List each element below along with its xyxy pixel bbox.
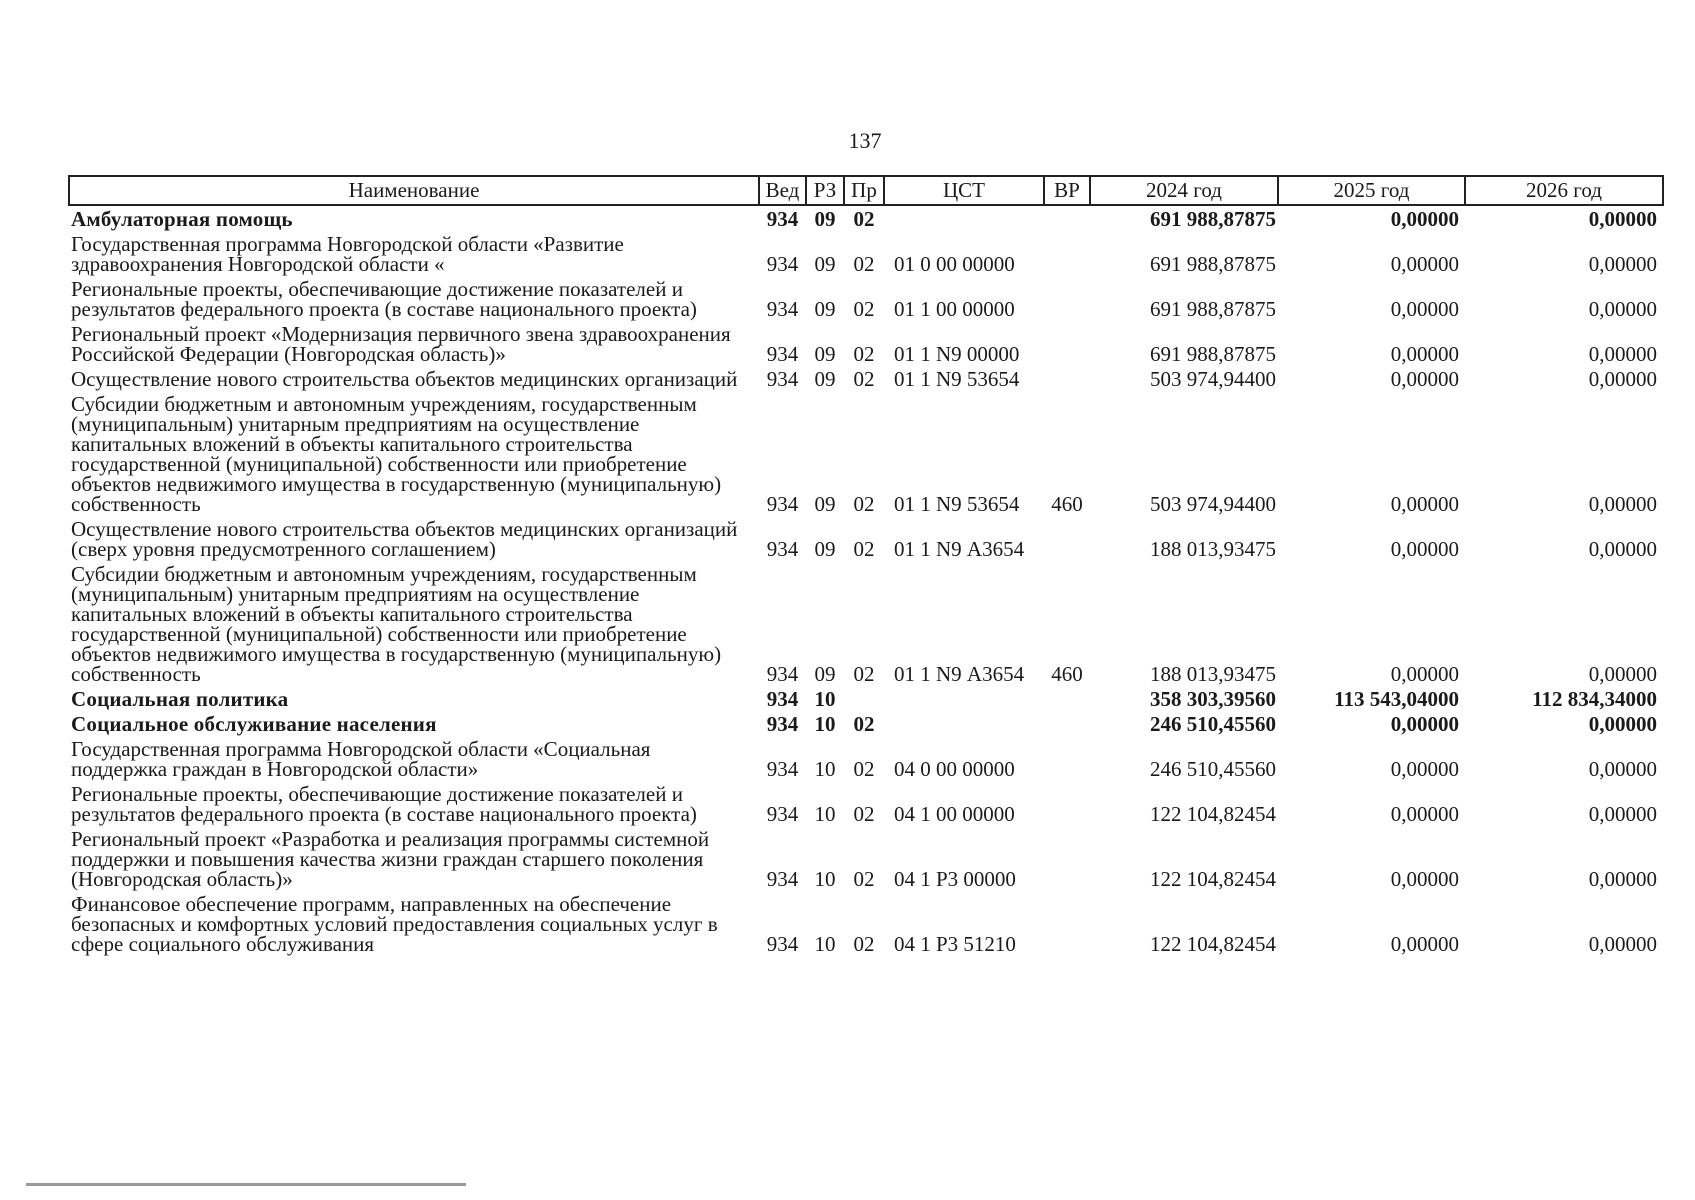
row-2026: 0,00000: [1588, 252, 1657, 276]
row-cst: 04 1 P3 00000: [894, 867, 1016, 891]
row-2025: 0,00000: [1390, 932, 1459, 956]
row-ved: 934: [766, 867, 799, 891]
header-2025: 2025 год: [1278, 176, 1465, 205]
row-cst: 01 1 N9 53654: [894, 492, 1020, 516]
row-rz: 09: [814, 367, 836, 391]
row-name: Субсидии бюджетным и автономным учреждениям, государственным (муниципальным) унитарным предприятиям на осуществление капитальных вложений в объекты капитального строительства государственной (муниципальной) собственности или приобретение объектов недвижимого имущества в государственную (муниципальную) собственность: [71, 562, 722, 686]
row-rz: 09: [814, 207, 836, 231]
row-vr: 460: [1051, 492, 1083, 516]
row-ved: 934: [766, 207, 799, 231]
header-2026: 2026 год: [1465, 176, 1663, 205]
row-name: Социальное обслуживание населения: [71, 712, 437, 736]
row-vr: [1044, 231, 1090, 276]
table-row: [69, 736, 1663, 781]
row-2025: 0,00000: [1390, 757, 1459, 781]
row-name: Амбулаторная помощь: [71, 207, 293, 231]
row-rz: 09: [814, 297, 836, 321]
row-cst: 01 1 N9 А3654: [894, 662, 1025, 686]
row-rz: 09: [814, 342, 836, 366]
row-2024: 246 510,45560: [1150, 712, 1276, 736]
row-rz: 10: [814, 867, 836, 891]
row-2024: 122 104,82454: [1150, 867, 1276, 891]
row-rz: 10: [814, 757, 836, 781]
row-ved: 934: [766, 662, 799, 686]
row-2026: 0,00000: [1588, 932, 1657, 956]
row-name: Региональные проекты, обеспечивающие достижение показателей и результатов федерального проекта (в составе национального проекта): [71, 277, 697, 321]
row-2026: 0,00000: [1588, 802, 1657, 826]
row-vr: [1044, 736, 1090, 781]
row-ved: 934: [766, 757, 799, 781]
row-name: Финансовое обеспечение программ, направленных на обеспечение безопасных и комфортных условий предоставления социальных услуг в сфере социального обслуживания: [71, 892, 718, 956]
row-vr: 460: [1051, 662, 1083, 686]
row-2024: 691 988,87875: [1150, 342, 1276, 366]
row-2026: 0,00000: [1588, 367, 1657, 391]
table-row: [69, 711, 1663, 736]
row-vr: [1044, 711, 1090, 736]
table-row: [69, 516, 1663, 561]
table-row: [69, 686, 1663, 711]
table-row: [69, 781, 1663, 826]
row-ved: 934: [766, 537, 799, 561]
row-2024: 246 510,45560: [1150, 757, 1276, 781]
row-ved: 934: [766, 712, 799, 736]
header-ved: Вед: [759, 176, 806, 205]
row-2025: 0,00000: [1390, 342, 1459, 366]
row-2025: 0,00000: [1390, 712, 1459, 736]
row-2026: 112 834,34000: [1532, 687, 1657, 711]
table-header: [69, 176, 1663, 205]
row-2025: 0,00000: [1390, 492, 1459, 516]
table-row: [69, 891, 1663, 956]
row-name: Осуществление нового строительства объектов медицинских организаций (сверх уровня предусмотренного соглашением): [71, 517, 738, 561]
row-rz: 09: [814, 492, 836, 516]
row-cst: [884, 205, 1044, 231]
row-cst: 04 0 00 00000: [894, 757, 1015, 781]
table-body: [69, 205, 1663, 956]
row-2026: 0,00000: [1588, 662, 1657, 686]
row-pr: 02: [853, 297, 875, 321]
row-2024: 503 974,94400: [1150, 492, 1276, 516]
row-rz: 10: [814, 712, 836, 736]
row-name: Региональный проект «Модернизация первичного звена здравоохранения Российской Федерации (Новгородская область)»: [71, 322, 731, 366]
row-vr: [1044, 516, 1090, 561]
row-name: Социальная политика: [71, 687, 289, 711]
row-cst: 01 1 N9 53654: [894, 367, 1020, 391]
row-2024: 122 104,82454: [1150, 932, 1276, 956]
row-2024: 691 988,87875: [1150, 207, 1276, 231]
row-ved: 934: [766, 687, 799, 711]
header-rz: РЗ: [806, 176, 844, 205]
row-2024: 122 104,82454: [1150, 802, 1276, 826]
row-2024: 358 303,39560: [1150, 687, 1276, 711]
row-pr: [844, 686, 884, 711]
row-pr: 02: [853, 712, 875, 736]
row-2026: 0,00000: [1588, 342, 1657, 366]
row-vr: [1044, 205, 1090, 231]
row-ved: 934: [766, 342, 799, 366]
table-row: [69, 391, 1663, 516]
header-name: Наименование: [69, 176, 759, 205]
row-2026: 0,00000: [1588, 712, 1657, 736]
row-ved: 934: [766, 297, 799, 321]
row-pr: 02: [853, 207, 875, 231]
row-2026: 0,00000: [1588, 867, 1657, 891]
row-name: Государственная программа Новгородской области «Развитие здравоохранения Новгородской области «: [71, 232, 624, 276]
table-row: [69, 231, 1663, 276]
row-cst: 04 1 P3 51210: [894, 932, 1016, 956]
budget-table: [68, 175, 1664, 956]
row-name: Государственная программа Новгородской области «Социальная поддержка граждан в Новгородской области»: [71, 737, 651, 781]
row-name: Осуществление нового строительства объектов медицинских организаций: [71, 367, 738, 391]
scan-artifact-line: [26, 1183, 466, 1186]
table-row: [69, 205, 1663, 231]
row-pr: 02: [853, 802, 875, 826]
header-2024: 2024 год: [1090, 176, 1278, 205]
row-pr: 02: [853, 757, 875, 781]
row-rz: 10: [814, 687, 836, 711]
header-vr: ВР: [1044, 176, 1090, 205]
row-2025: 0,00000: [1390, 297, 1459, 321]
row-2025: 0,00000: [1390, 252, 1459, 276]
row-2024: 503 974,94400: [1150, 367, 1276, 391]
row-rz: 09: [814, 662, 836, 686]
row-vr: [1044, 321, 1090, 366]
row-name: Субсидии бюджетным и автономным учреждениям, государственным (муниципальным) унитарным предприятиям на осуществление капитальных вложений в объекты капитального строительства государственной (муниципальной) собственности или приобретение объектов недвижимого имущества в государственную (муниципальную) собственность: [71, 392, 722, 516]
table-row: [69, 366, 1663, 391]
row-2026: 0,00000: [1588, 757, 1657, 781]
header-pr: Пр: [844, 176, 884, 205]
row-2025: 113 543,04000: [1334, 687, 1459, 711]
row-cst: 04 1 00 00000: [894, 802, 1015, 826]
table-row: [69, 561, 1663, 686]
row-2026: 0,00000: [1588, 297, 1657, 321]
row-2024: 188 013,93475: [1150, 537, 1276, 561]
row-2025: 0,00000: [1390, 207, 1459, 231]
row-cst: 01 1 N9 А3654: [894, 537, 1025, 561]
row-2026: 0,00000: [1588, 492, 1657, 516]
row-cst: [884, 686, 1044, 711]
row-2025: 0,00000: [1390, 537, 1459, 561]
row-ved: 934: [766, 367, 799, 391]
row-2025: 0,00000: [1390, 867, 1459, 891]
row-vr: [1044, 781, 1090, 826]
row-2026: 0,00000: [1588, 537, 1657, 561]
row-cst: 01 0 00 00000: [894, 252, 1015, 276]
page-number: 137: [848, 128, 882, 153]
table-row: [69, 276, 1663, 321]
row-2024: 188 013,93475: [1150, 662, 1276, 686]
row-rz: 09: [814, 252, 836, 276]
row-rz: 10: [814, 802, 836, 826]
row-ved: 934: [766, 932, 799, 956]
row-2026: 0,00000: [1588, 207, 1657, 231]
row-2024: 691 988,87875: [1150, 252, 1276, 276]
row-rz: 10: [814, 932, 836, 956]
row-vr: [1044, 276, 1090, 321]
row-2025: 0,00000: [1390, 802, 1459, 826]
row-pr: 02: [853, 537, 875, 561]
row-2025: 0,00000: [1390, 662, 1459, 686]
row-vr: [1044, 826, 1090, 891]
row-pr: 02: [853, 252, 875, 276]
header-cst: ЦСТ: [884, 176, 1044, 205]
row-pr: 02: [853, 662, 875, 686]
row-vr: [1044, 686, 1090, 711]
row-name: Региональный проект «Разработка и реализация программы системной поддержки и повышения качества жизни граждан старшего поколения (Новгородская область)»: [71, 827, 710, 891]
row-ved: 934: [766, 492, 799, 516]
row-ved: 934: [766, 802, 799, 826]
row-pr: 02: [853, 367, 875, 391]
row-name: Региональные проекты, обеспечивающие достижение показателей и результатов федерального проекта (в составе национального проекта): [71, 782, 697, 826]
row-rz: 09: [814, 537, 836, 561]
table-row: [69, 826, 1663, 891]
row-ved: 934: [766, 252, 799, 276]
row-pr: 02: [853, 492, 875, 516]
row-pr: 02: [853, 342, 875, 366]
row-pr: 02: [853, 932, 875, 956]
row-cst: 01 1 00 00000: [894, 297, 1015, 321]
row-pr: 02: [853, 867, 875, 891]
row-cst: 01 1 N9 00000: [894, 342, 1020, 366]
row-2024: 691 988,87875: [1150, 297, 1276, 321]
table-row: [69, 321, 1663, 366]
row-cst: [884, 711, 1044, 736]
row-2025: 0,00000: [1390, 367, 1459, 391]
row-vr: [1044, 366, 1090, 391]
row-vr: [1044, 891, 1090, 956]
